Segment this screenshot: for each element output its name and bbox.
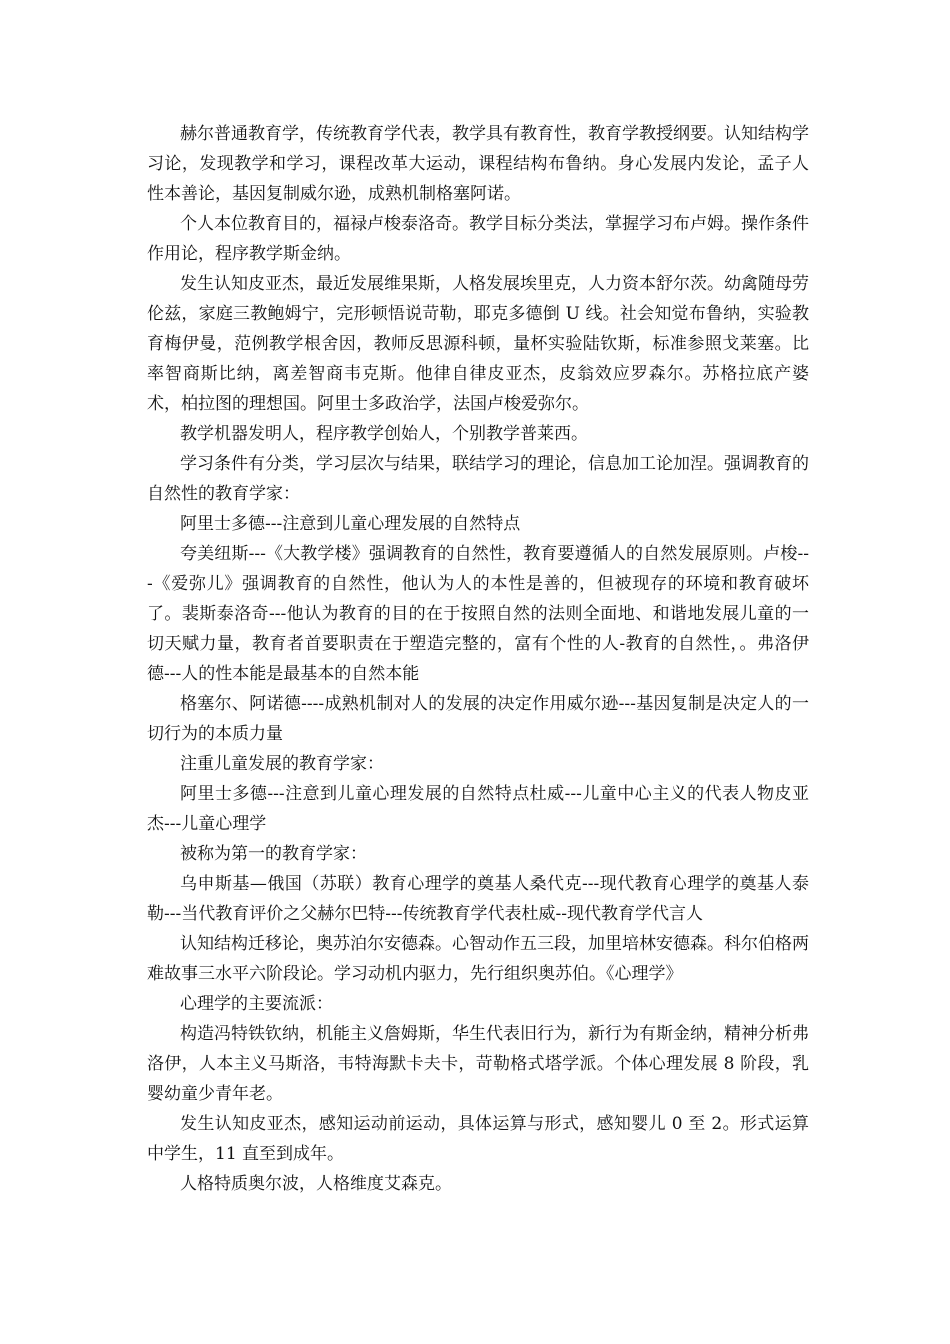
paragraph-piaget-list: 发生认知皮亚杰，最近发展维果斯，人格发展埃里克，人力资本舒尔茨。幼禽随母劳伦兹，家庭三教鲍姆宁，完形顿悟说苛勒，耶克多德倒 U 线。社会知觉布鲁纳，实验教育梅伊曼，范例教学根舍因，教师反思源科顿，量杯实验陆钦斯，标准参照戈莱塞。比率智商斯比纳，离差智商韦克斯。他律自律皮亚杰，皮翁效应罗森尔。苏格拉底产婆术，柏拉图的理想国。阿里士多政治学，法国卢梭爱弥尔。 bbox=[147, 274, 809, 414]
paragraph-pressey: 教学机器发明人，程序教学创始人，个别教学普莱西。 bbox=[180, 424, 588, 444]
paragraph-psychology-schools: 构造冯特铁钦纳，机能主义詹姆斯，华生代表旧行为，新行为有斯金纳，精神分析弗洛伊，人本主义马斯洛，韦特海默卡夫卡，苛勒格式塔学派。个体心理发展 8 阶段，乳婴幼童少青年老。 bbox=[147, 1024, 809, 1104]
paragraph-schools-heading: 心理学的主要流派： bbox=[180, 994, 333, 1014]
paragraph-gagne-naturalism: 学习条件有分类，学习层次与结果，联结学习的理论，信息加工论加涅。强调教育的自然性的教育学家： bbox=[147, 454, 809, 504]
paragraph-comenius-rousseau: 夸美纽斯---《大教学楼》强调教育的自然性，教育要遵循人的自然发展原则。卢梭---《爱弥儿》强调教育的自然性，他认为人的本性是善的，但被现存的环境和教育破坏了。裴斯泰洛奇---他认为教育的目的在于按照自然的法则全面地、和谐地发展儿童的一切天赋力量，教育者首要职责在于塑造完整的，富有个性的人-教育的自然性，。弗洛伊德---人的性本能是最基本的自然本能 bbox=[147, 544, 809, 684]
paragraph-firsts-heading: 被称为第一的教育学家： bbox=[180, 844, 367, 864]
paragraph-educational-aims: 个人本位教育目的，福禄卢梭泰洛奇。教学目标分类法，掌握学习布卢姆。操作条件作用论，程序教学斯金纳。 bbox=[147, 214, 809, 264]
paragraph-child-development-heading: 注重儿童发展的教育学家： bbox=[180, 754, 384, 774]
document-body bbox=[147, 119, 809, 1199]
paragraph-personality: 人格特质奥尔波，人格维度艾森克。 bbox=[180, 1174, 452, 1194]
paragraph-gesell-wilson: 格塞尔、阿诺德----成熟机制对人的发展的决定作用威尔逊---基因复制是决定人的一切行为的本质力量 bbox=[147, 694, 809, 744]
paragraph-aristotle: 阿里士多德---注意到儿童心理发展的自然特点 bbox=[180, 514, 521, 534]
paragraph-transfer-theory: 认知结构迁移论，奥苏泊尔安德森。心智动作五三段，加里培林安德森。科尔伯格两难故事三水平六阶段论。学习动机内驱力，先行组织奥苏伯。《心理学》 bbox=[147, 934, 809, 984]
paragraph-founders: 乌申斯基—俄国（苏联）教育心理学的奠基人桑代克---现代教育心理学的奠基人泰勒---当代教育评价之父赫尔巴特---传统教育学代表杜威--现代教育学代言人 bbox=[147, 874, 809, 924]
paragraph-cognitive-stages: 发生认知皮亚杰，感知运动前运动，具体运算与形式，感知婴儿 0 至 2。形式运算中学生，11 直至到成年。 bbox=[147, 1114, 809, 1164]
paragraph-herbart-bruner: 赫尔普通教育学，传统教育学代表，教学具有教育性，教育学教授纲要。认知结构学习论，发现教学和学习，课程改革大运动，课程结构布鲁纳。身心发展内发论，孟子人性本善论，基因复制威尔逊，成熟机制格塞阿诺。 bbox=[147, 124, 809, 204]
paragraph-dewey-piaget: 阿里士多德---注意到儿童心理发展的自然特点杜威---儿童中心主义的代表人物皮亚杰---儿童心理学 bbox=[147, 784, 809, 834]
